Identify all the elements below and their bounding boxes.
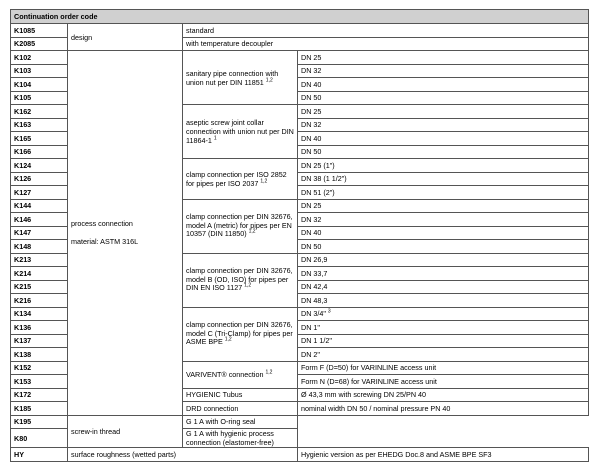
nominal-size: DN 25: [298, 105, 589, 119]
varivent-form-f: Form F (D=50) for VARINLINE access unit: [298, 361, 589, 375]
order-code: K153: [11, 375, 68, 389]
nominal-size: DN 26,9: [298, 253, 589, 267]
surface-roughness-label: surface roughness (wetted parts): [68, 448, 298, 462]
order-code: K104: [11, 78, 68, 92]
nominal-size: DN 50: [298, 145, 589, 159]
nominal-size: DN 33,7: [298, 267, 589, 281]
screw-in-desc: screw-in thread: [68, 415, 183, 448]
order-code: K152: [11, 361, 68, 375]
order-code: K185: [11, 402, 68, 416]
table-row: [11, 51, 589, 65]
order-code: K105: [11, 91, 68, 105]
order-code: K144: [11, 199, 68, 213]
order-code: HY: [11, 448, 68, 462]
process-connection-cell: [68, 51, 183, 416]
order-code-table: [10, 9, 589, 462]
nominal-size: DN 32: [298, 64, 589, 78]
order-code: K126: [11, 172, 68, 186]
order-code: K80: [11, 429, 68, 448]
material-label: material: ASTM 316L: [71, 237, 139, 247]
order-code: K166: [11, 145, 68, 159]
aseptic-connection-desc: aseptic screw joint collar connection with union nut per DIN 11864-1 $^1$: [183, 105, 298, 159]
nominal-size: DN 25 (1"): [298, 159, 589, 173]
temp-decoupler-option: with temperature decoupler: [183, 37, 589, 51]
screw-in-hygienic: G 1 A with hygienic process connection (elastomer-free): [183, 429, 298, 448]
nominal-size: DN 40: [298, 132, 589, 146]
clamp-model-c-desc: clamp connection per DIN 32676, model C (Tri-Clamp) for pipes per ASME BPE $^{1,2}$: [183, 307, 298, 361]
varivent-form-n: Form N (D=68) for VARINLINE access unit: [298, 375, 589, 389]
order-code: K2085: [11, 37, 68, 51]
order-code: K165: [11, 132, 68, 146]
nominal-size: DN 48,3: [298, 294, 589, 308]
nominal-size: DN 32: [298, 118, 589, 132]
clamp-model-a-desc: clamp connection per DIN 32676, model A (metric) for pipes per EN 10357 (DIN 11850) $^{1,2}$: [183, 199, 298, 253]
order-code: K162: [11, 105, 68, 119]
table-row: [11, 415, 589, 429]
order-code-table-container: [10, 9, 588, 462]
process-connection-label: process connection: [71, 219, 133, 229]
nominal-size: DN 50: [298, 240, 589, 254]
standard-option: standard: [183, 24, 589, 38]
order-code: K1085: [11, 24, 68, 38]
design-label: design: [68, 24, 183, 51]
table-title: Continuation order code: [11, 10, 589, 24]
order-code: K146: [11, 213, 68, 227]
order-code: K195: [11, 415, 68, 429]
order-code: K215: [11, 280, 68, 294]
nominal-size: DN 25: [298, 199, 589, 213]
hygienic-tubus-value: Ø 43,3 mm with screwing DN 25/PN 40: [298, 388, 589, 402]
drd-desc: DRD connection: [183, 402, 298, 416]
table-header-row: [11, 10, 589, 24]
order-code: K213: [11, 253, 68, 267]
nominal-size: DN 2": [298, 348, 589, 362]
order-code: K102: [11, 51, 68, 65]
hygienic-tubus-desc: HYGIENIC Tubus: [183, 388, 298, 402]
nominal-size: DN 50: [298, 91, 589, 105]
varivent-desc: VARIVENT® connection $^{1,2}$: [183, 361, 298, 388]
nominal-size: DN 1": [298, 321, 589, 335]
nominal-size: DN 42,4: [298, 280, 589, 294]
drd-value: nominal width DN 50 / nominal pressure PN 40: [298, 402, 589, 416]
nominal-size: DN 40: [298, 78, 589, 92]
order-code: K172: [11, 388, 68, 402]
nominal-size: DN 1 1/2": [298, 334, 589, 348]
order-code: K163: [11, 118, 68, 132]
order-code: K136: [11, 321, 68, 335]
nominal-size: DN 38 (1 1/2"): [298, 172, 589, 186]
order-code: K103: [11, 64, 68, 78]
order-code: K148: [11, 240, 68, 254]
clamp-iso-desc: clamp connection per ISO 2852 for pipes per ISO 2037 $^{1,2}$: [183, 159, 298, 200]
nominal-size: DN 51 (2"): [298, 186, 589, 200]
order-code: K214: [11, 267, 68, 281]
nominal-size: DN 32: [298, 213, 589, 227]
table-row: [11, 448, 589, 462]
sanitary-connection-desc: sanitary pipe connection with union nut per DIN 11851 $^{1,2}$: [183, 51, 298, 105]
order-code: K127: [11, 186, 68, 200]
order-code: K138: [11, 348, 68, 362]
order-code: K137: [11, 334, 68, 348]
screw-in-oring: G 1 A with O-ring seal: [183, 415, 298, 429]
table-row: [11, 24, 589, 38]
nominal-size: DN 25: [298, 51, 589, 65]
nominal-size: DN 3/4" $^3$: [298, 307, 589, 321]
nominal-size: DN 40: [298, 226, 589, 240]
order-code: K124: [11, 159, 68, 173]
order-code: K147: [11, 226, 68, 240]
hygienic-version-value: Hygienic version as per EHEDG Doc.8 and ASME BPE SF3: [298, 448, 589, 462]
clamp-model-b-desc: clamp connection per DIN 32676, model B (OD, ISO) for pipes per DIN EN ISO 1127 $^{1,2}$: [183, 253, 298, 307]
order-code: K134: [11, 307, 68, 321]
order-code: K216: [11, 294, 68, 308]
